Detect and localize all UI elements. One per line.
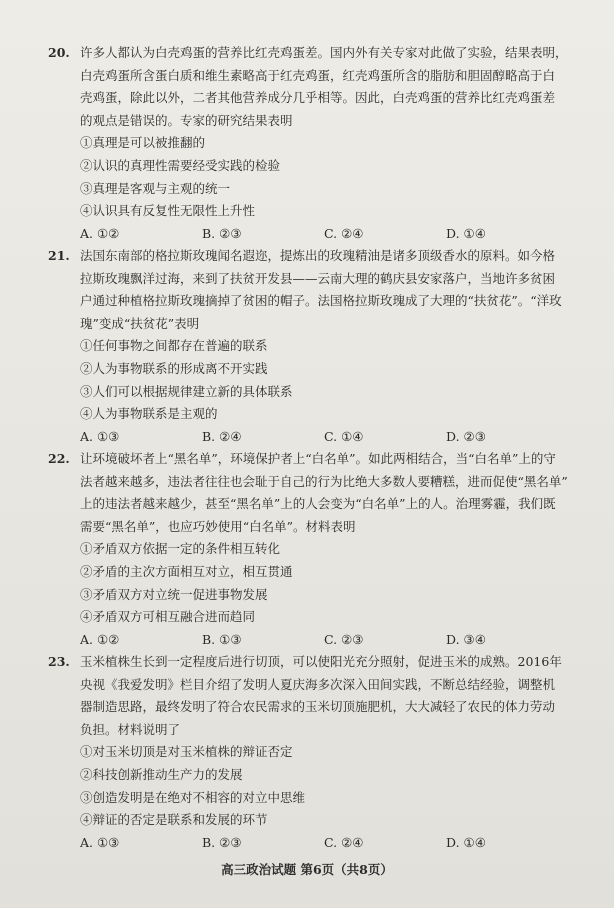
question-stem-line: 央视《我爱发明》栏目介绍了发明人夏庆海多次深入田间实践，不断总结经验，调整机 [80,676,556,692]
statement-option: ④认识具有反复性无限性上升性 [80,203,256,219]
question-stem-line: 白壳鸡蛋所含蛋白质和维生素略高于红壳鸡蛋，红壳鸡蛋所含的脂肪和胆固醇略高于白 [80,67,556,83]
choice-b: B. ②③ [202,834,242,850]
statement-option: ①矛盾双方依据一定的条件相互转化 [80,541,281,557]
question-stem-line: 壳鸡蛋，除此以外，二者其他营养成分几乎相等。因此，白壳鸡蛋的营养比红壳鸡蛋差 [80,90,556,106]
statement-option: ③矛盾双方对立统一促进事物发展 [80,586,268,602]
statement-option: ①对玉米切顶是对玉米植株的辩证否定 [80,744,293,760]
question-stem-line: 许多人都认为白壳鸡蛋的营养比红壳鸡蛋差。国内外有关专家对此做了实验，结果表明， [80,45,568,60]
question-stem-line: 上的违法者越来越少，甚至“黑名单”上的人会变为“白名单”上的人。治理雾霾，我们既 [80,496,556,512]
choice-c: C. ①④ [324,428,364,444]
question-stem-line: 器制造思路，最终发明了符合农民需求的玉米切顶施肥机，大大减轻了农民的体力劳动 [80,699,556,715]
choice-c: C. ②④ [324,225,364,241]
question-number: 22. [48,451,70,466]
question-stem-line: 瑰”变成“扶贫花”表明 [80,315,200,331]
choice-c: C. ②④ [324,834,364,850]
choice-a: A. ①② [80,631,120,647]
statement-option: ④人为事物联系是主观的 [80,406,218,422]
statement-option: ②人为事物联系的形成离不开实践 [80,360,268,376]
question-stem-line: 需要“黑名单”，也应巧妙使用“白名单”。材料表明 [80,518,356,534]
choice-d: D. ②③ [446,428,486,444]
answer-choices [52,223,572,246]
choice-d: D. ③④ [446,631,486,647]
choice-b: B. ②③ [202,225,242,241]
question-stem-line: 户通过种植格拉斯玫瑰摘掉了贫困的帽子。法国格拉斯玫瑰成了大理的“扶贫花”。“洋玫 [80,293,562,309]
page-footer: 高三政治试题 第6页（共8页） [221,862,393,877]
question-22 [48,448,572,651]
answer-choices [52,832,572,855]
statement-option: ④矛盾双方可相互融合进而趋同 [80,609,256,625]
choice-d: D. ①④ [446,834,486,850]
question-23 [48,651,572,854]
statement-option: ①真理是可以被推翻的 [80,135,206,151]
question-stem-line: 让环境破坏者上“黑名单”，环境保护者上“白名单”。如此两相结合，当“白名单”上的守 [80,451,556,466]
question-stem-line: 负担。材料说明了 [80,721,181,737]
statement-option: ④辩证的否定是联系和发展的环节 [80,812,268,828]
choice-b: B. ②④ [202,428,242,444]
question-number: 21. [48,248,70,263]
statement-option: ②矛盾的主次方面相互对立，相互贯通 [80,563,293,579]
statement-option: ②认识的真理性需要经受实践的检验 [80,157,281,173]
answer-choices [52,629,572,652]
question-21 [48,245,572,448]
question-20 [48,42,572,245]
statement-option: ③真理是客观与主观的统一 [80,180,231,196]
question-stem-line: 的观点是错误的。专家的研究结果表明 [80,112,293,128]
choice-c: C. ②③ [324,631,364,647]
answer-choices [52,426,572,449]
question-stem-line: 法者越来越多，违法者往往也会耻于自己的行为比绝大多数人要糟糕，进而促使“黑名单” [80,473,568,489]
choice-b: B. ①③ [202,631,242,647]
choice-a: A. ①③ [80,834,120,850]
statement-option: ②科技创新推动生产力的发展 [80,766,243,782]
question-stem-line: 拉斯玫瑰飘洋过海，来到了扶贫开发县——云南大理的鹤庆县安家落户，当地许多贫困 [80,270,556,286]
choice-a: A. ①③ [80,428,120,444]
statement-option: ①任何事物之间都存在普遍的联系 [80,338,268,354]
question-number: 20. [48,45,70,60]
question-stem-line: 法国东南部的格拉斯玫瑰闻名遐迩，提炼出的玫瑰精油是诸多顶级香水的原料。如今格 [80,248,556,263]
statement-option: ③创造发明是在绝对不相容的对立中思维 [80,789,306,805]
choice-a: A. ①② [80,225,120,241]
question-number: 23. [48,654,70,669]
choice-d: D. ①④ [446,225,486,241]
question-stem-line: 玉米植株生长到一定程度后进行切顶，可以使阳光充分照射，促进玉米的成熟。2016年 [80,654,562,669]
statement-option: ③人们可以根据规律建立新的具体联系 [80,383,293,399]
